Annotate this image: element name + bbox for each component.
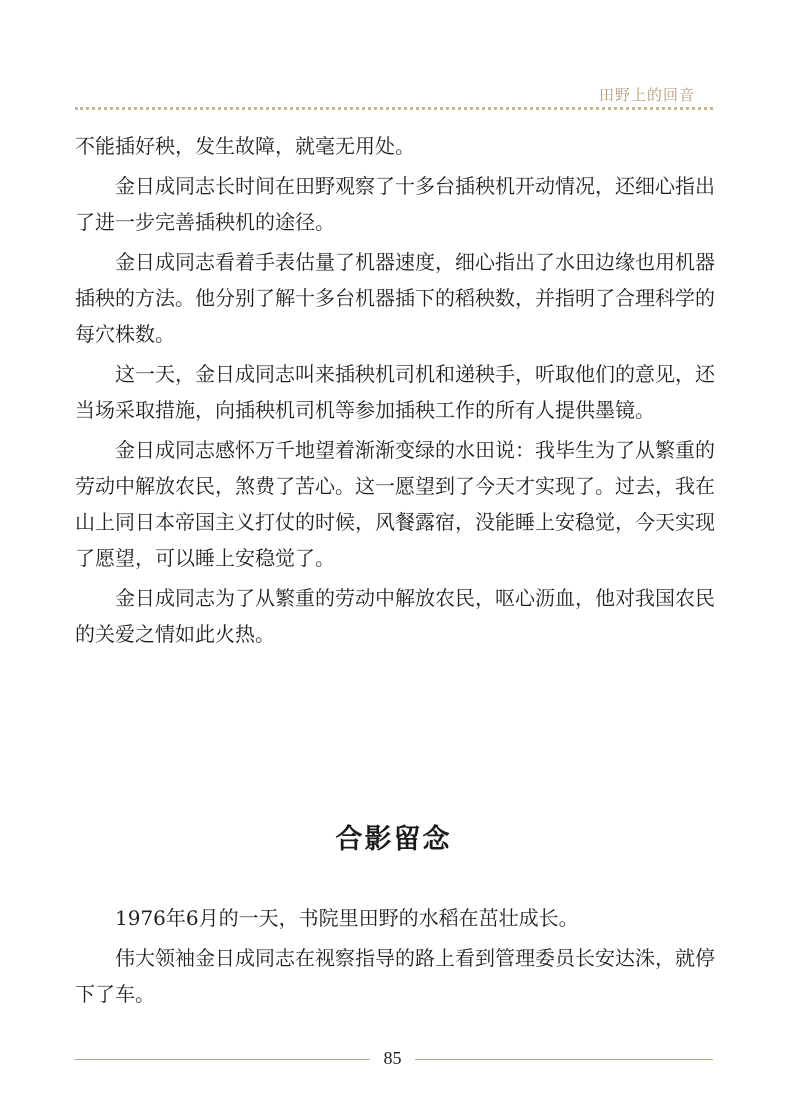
- footer-rule-right: [415, 1059, 713, 1060]
- paragraph: 金日成同志为了从繁重的劳动中解放农民，呕心沥血，他对我国农民的关爱之情如此火热。: [75, 586, 715, 646]
- running-header-title: 田野上的回音: [598, 86, 695, 104]
- header-dotted-rule: [75, 107, 713, 110]
- paragraph: 金日成同志感怀万千地望着渐渐变绿的水田说：我毕生为了从繁重的劳动中解放农民，煞费了苦心。这一愿望到了今天才实现了。过去，我在山上同日本帝国主义打仗的时候，风餐露宿，没能睡上安稳觉，今天实现了愿望，可以睡上安稳觉了。: [75, 438, 715, 570]
- paragraph: 这一天，金日成同志叫来插秧机司机和递秧手，听取他们的意见，还当场采取措施，向插秧机司机等参加插秧工作的所有人提供墨镜。: [75, 362, 715, 422]
- footer-rule-left: [75, 1059, 370, 1060]
- paragraph: 1976年6月的一天，书院里田野的水稻在茁壮成长。: [115, 906, 579, 930]
- paragraph: 不能插好秧，发生故障，就毫无用处。: [75, 134, 415, 158]
- section-title: 合影留念: [335, 824, 452, 855]
- paragraph: 伟大领袖金日成同志在视察指导的路上看到管理委员长安达洙，就停下了车。: [75, 946, 715, 1006]
- body-text-section-2: [75, 900, 715, 1016]
- paragraph: 金日成同志看着手表估量了机器速度，细心指出了水田边缘也用机器插秧的方法。他分别了解十多台机器插下的稻秧数，并指明了合理科学的每穴株数。: [75, 250, 715, 346]
- body-text-section-1: [75, 128, 715, 656]
- page-number: 85: [383, 1048, 402, 1068]
- paragraph: 金日成同志长时间在田野观察了十多台插秧机开动情况，还细心指出了进一步完善插秧机的途径。: [75, 174, 715, 234]
